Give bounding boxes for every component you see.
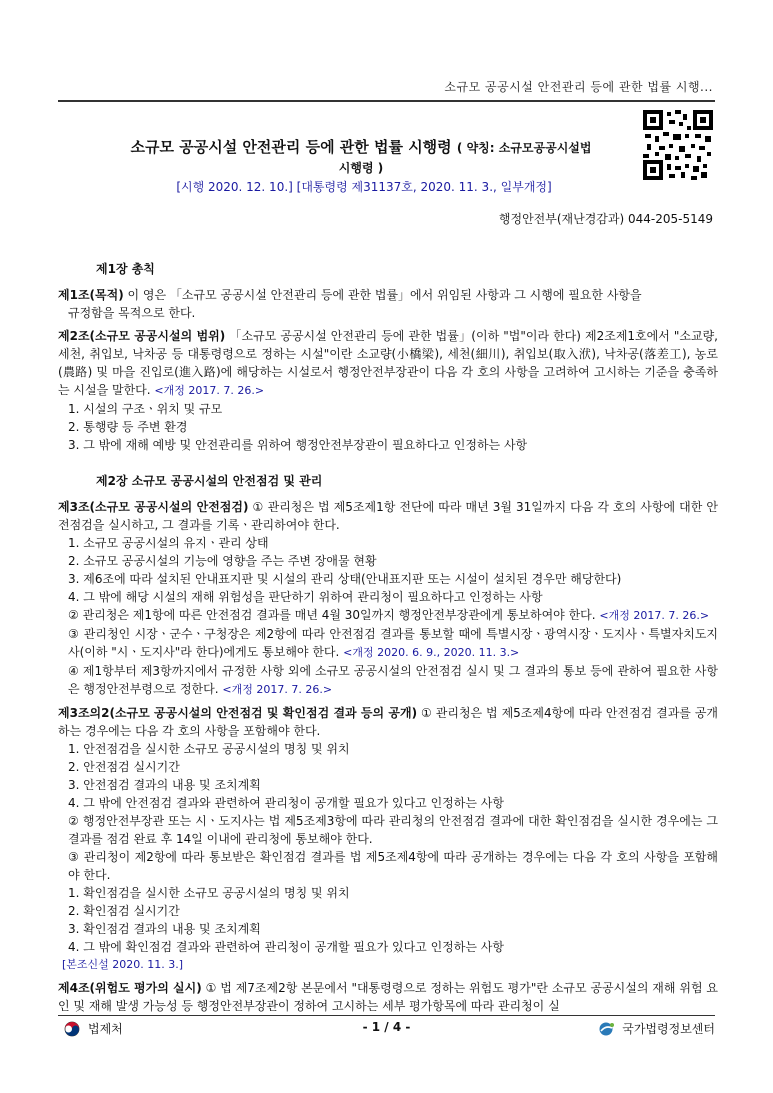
amendment-note: <개정 2017. 7. 26.>: [599, 609, 710, 622]
list-item: 2. 안전점검 실시기간: [68, 760, 180, 774]
title-main: 소규모 공공시설 안전관리 등에 관한 법률 시행령: [130, 138, 452, 156]
article-3-title: 제3조(소규모 공공시설의 안전점검): [58, 500, 249, 514]
list-item: 1. 시설의 구조ㆍ위치 및 규모: [68, 402, 223, 416]
list-item: 3. 그 밖에 재해 예방 및 안전관리를 위하여 행정안전부장관이 필요하다고 인정하는 사항: [68, 438, 528, 452]
footer-agency: 법제처: [88, 1022, 123, 1036]
article-3-text: ① 관리청은 법 제5조제1항 전단에 따라 매년 3월 31일까지 다음 각 호의 사항에 대한 안전점검을 실시하고, 그 결과를 기록ㆍ관리하여야 한다.: [58, 500, 718, 532]
chapter-1-heading: 제1장 총칙: [96, 262, 155, 276]
article-2: [58, 327, 718, 454]
article-3-2-text: ① 관리청은 법 제5조제4항에 따라 안전점검 결과를 공개하는 경우에는 다음 각 호의 사항을 포함해야 한다.: [58, 706, 718, 738]
list-item: 3. 제6조에 따라 설치된 안내표지판 및 시설의 관리 상태(안내표지판 또는 시설이 설치된 경우만 해당한다): [68, 572, 622, 586]
list-item: 1. 안전점검을 실시한 소규모 공공시설의 명칭 및 위치: [68, 742, 350, 756]
chapter-2-heading: 제2장 소규모 공공시설의 안전점검 및 관리: [96, 474, 323, 488]
footer-center-name: 국가법령정보센터: [622, 1022, 715, 1036]
list-item: 4. 그 밖에 확인점검 결과와 관련하여 관리청이 공개할 필요가 있다고 인정하는 사항: [68, 940, 504, 954]
article-3-2-title: 제3조의2(소규모 공공시설의 안전점검 및 확인점검 결과 등의 공개): [58, 706, 418, 720]
article-1-title: 제1조(목적): [58, 288, 124, 302]
page-footer: [58, 1020, 715, 1040]
law-center-logo-icon: [598, 1021, 616, 1037]
list-item: 2. 확인점검 실시기간: [68, 904, 180, 918]
footer-rule: [58, 1015, 715, 1016]
article-3-2: [58, 704, 718, 974]
article-4: [58, 979, 718, 1015]
footer-right: [598, 1020, 715, 1037]
paragraph-2: [68, 606, 718, 625]
list-item: 3. 확인점검 결과의 내용 및 조치계획: [68, 922, 261, 936]
list-item: 1. 소규모 공공시설의 유지ㆍ관리 상태: [68, 536, 269, 550]
amendment-note: <개정 2017. 7. 26.>: [222, 683, 333, 696]
paragraph-text: ③ 관리청인 시장ㆍ군수ㆍ구청장은 제2항에 따라 안전점검 결과를 통보할 때에 특별시장ㆍ광역시장ㆍ도지사ㆍ특별자치도지사(이하 "시ㆍ도지사"라 한다)에게도 통보해야 한다.: [68, 627, 718, 659]
article-4-text: ① 법 제7조제2항 본문에서 "대통령령으로 정하는 위험도 평가"란 소규모 공공시설의 재해 위험 요인 및 재해 발생 가능성 등 행정안전부장관이 정하여 고시하는 세부 평가항목에 따라 관리청이 실: [58, 981, 718, 1013]
paragraph-3: ③ 관리청이 제2항에 따라 통보받은 확인점검 결과를 법 제5조제4항에 따라 공개하는 경우에는 다음 각 호의 사항을 포함해야 한다.: [68, 850, 718, 882]
title-alias-cont: 시행령 ): [338, 161, 384, 175]
header-rule: [58, 100, 715, 102]
article-1-cont: 규정함을 목적으로 한다.: [68, 306, 196, 320]
title-alias: ( 약칭: 소규모공공시설법: [456, 141, 592, 155]
article-1: [58, 286, 718, 322]
amendment-note: <개정 2017. 7. 26.>: [154, 384, 265, 397]
enforcement-info: [시행 2020. 12. 10.] [대통령령 제31137호, 2020. 11. 3., 일부개정]: [176, 180, 552, 194]
article-2-text: 「소규모 공공시설 안전관리 등에 관한 법률」(이하 "법"이라 한다) 제2조제1호에서 "소교량, 세천, 취입보, 낙차공 등 대통령령으로 정하는 시설"이란 소교량(小橋梁), 세천(細川), 취입보(取入洑), 낙차공(落差工), 농로(農路) 및 마을 진입로(進入路)에 해당하는 시설로서 행정안전부장관이 다음 각 호의 사항을 고려하여 고시하는 기준을 충족하는 시설을 말한다.: [58, 329, 718, 397]
list-item: 4. 그 밖에 안전점검 결과와 관련하여 관리청이 공개할 필요가 있다고 인정하는 사항: [68, 796, 504, 810]
document-title: [56, 137, 666, 178]
amendment-note: <개정 2020. 6. 9., 2020. 11. 3.>: [343, 646, 520, 659]
list-item: 4. 그 밖에 해당 시설의 재해 위험성을 판단하기 위하여 관리청이 필요하다고 인정하는 사항: [68, 590, 543, 604]
ministry-contact: 행정안전부(재난경감과) 044-205-5149: [498, 212, 713, 226]
running-header: 소규모 공공시설 안전관리 등에 관한 법률 시행...: [444, 80, 713, 94]
list-item: 1. 확인점검을 실시한 소규모 공공시설의 명칭 및 위치: [68, 886, 350, 900]
article-4-title: 제4조(위험도 평가의 실시): [58, 981, 202, 995]
article-3: [58, 498, 718, 699]
paragraph-3: [68, 625, 718, 662]
article-1-text: 이 영은 「소규모 공공시설 안전관리 등에 관한 법률」에서 위임된 사항과 그 시행에 필요한 사항을: [123, 288, 642, 302]
paragraph-text: ② 관리청은 제1항에 따른 안전점검 결과를 매년 4월 30일까지 행정안전부장관에게 통보하여야 한다.: [68, 608, 596, 622]
paragraph-2: ② 행정안전부장관 또는 시ㆍ도지사는 법 제5조제3항에 따라 관리청의 안전점검 결과에 대한 확인점검을 실시한 경우에는 그 결과를 점검 완료 후 14일 이내에 관리청에 통보해야 한다.: [68, 814, 718, 846]
paragraph-text: ④ 제1항부터 제3항까지에서 규정한 사항 외에 소규모 공공시설의 안전점검 실시 및 그 결과의 통보 등에 관하여 필요한 사항은 행정안전부령으로 정한다.: [68, 664, 718, 696]
article-2-title: 제2조(소규모 공공시설의 범위): [58, 329, 226, 343]
list-item: 2. 통행량 등 주변 환경: [68, 420, 188, 434]
new-article-note: [본조신설 2020. 11. 3.]: [62, 958, 184, 971]
paragraph-4: [68, 662, 718, 699]
page-number: - 1 / 4 -: [362, 1020, 411, 1034]
list-item: 2. 소규모 공공시설의 기능에 영향을 주는 주변 장애물 현황: [68, 554, 377, 568]
list-item: 3. 안전점검 결과의 내용 및 조치계획: [68, 778, 261, 792]
law-body: [58, 260, 718, 1020]
